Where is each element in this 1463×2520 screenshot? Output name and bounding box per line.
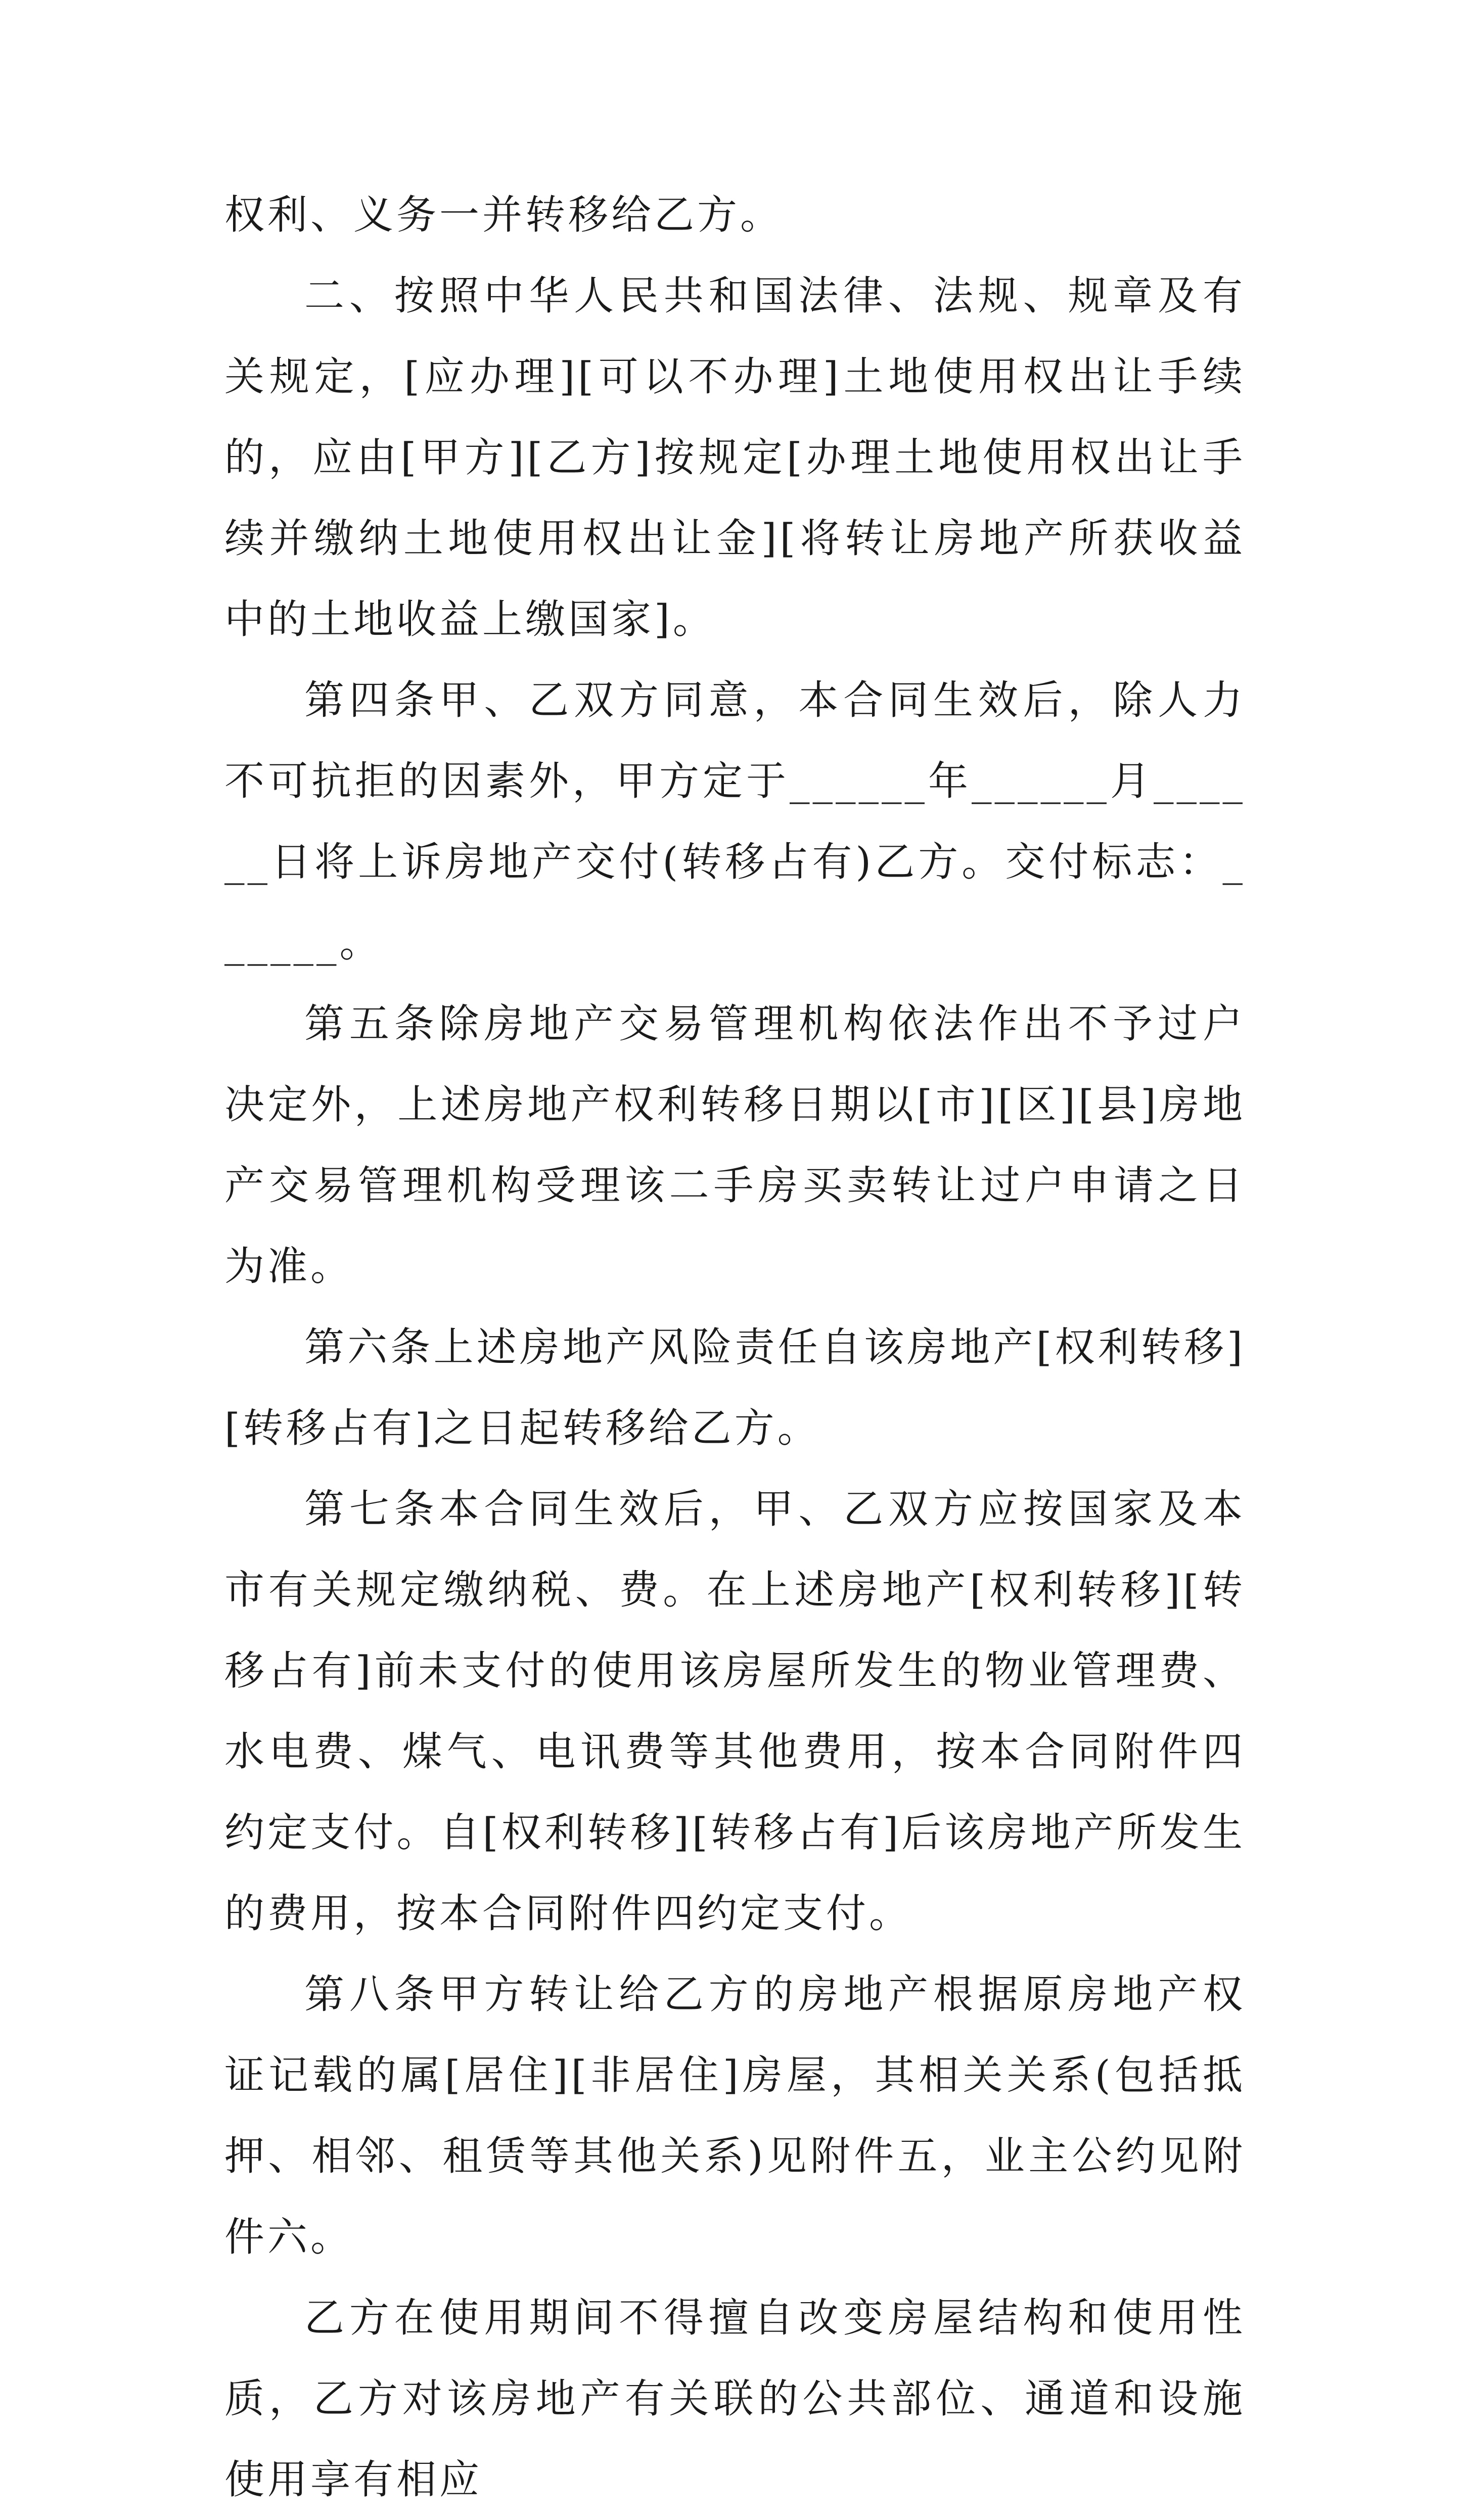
paragraph-article-7: 第七条本合同生效后，甲、乙双方应按国家及本市有关规定缴纳税、费。在上述房地产[权利转移][转移占有]前未支付的使用该房屋所发生的物业管理费、水电费、煤气、电讯费等其他费用，按本合同附件四约定支付。自[权利转移][转移占有]后该房地产所发生的费用，按本合同附件四约定支付。 <box>224 1486 1246 1937</box>
paragraph-land-use-clause: 二、按照中华人民共和国法律、法规、规章及有关规定，[应办理][可以不办理]土地使用权出让手续的，应由[甲方][乙方]按规定[办理土地使用权出让手续并缴纳土地使用权出让金][将转让房地产所获收益中的土地收益上缴国家]。 <box>224 272 1246 643</box>
paragraph-usage-restriction: 乙方在使用期间不得擅自改变房屋结构和使用性质，乙方对该房地产有关联的公共部位、通道和设施使用享有相应 <box>224 2295 1246 2503</box>
paragraph-article-4: 第四条甲、乙双方同意，本合同生效后，除人力不可抗拒的因素外，甲方定于______年______月______日将上诉房地产交付(转移占有)乙方。交付标志：______。 <box>224 677 1246 966</box>
paragraph-article-6: 第六条上述房地产风险责任自该房地产[权利转移][转移占有]之日起转移给乙方。 <box>224 1324 1246 1451</box>
paragraph-rights-transfer: 权利、义务一并转移给乙方。 <box>224 192 783 238</box>
paragraph-article-5: 第五条除房地产交易管理机构依法作出不予过户决定外，上述房地产权利转移日期以[市][区][县]房地产交易管理机构受理该二手房买卖转让过户申请之日为准。 <box>224 1000 1246 1290</box>
contract-body <box>224 174 1246 2520</box>
paragraph-article-8: 第八条甲方转让给乙方的房地产根据原房地产权证记载的属[居住][非居住]房屋，其相关关系(包括抵押、相邻、租赁等其他关系)见附件五，业主公约见附件六。 <box>224 1971 1246 2260</box>
